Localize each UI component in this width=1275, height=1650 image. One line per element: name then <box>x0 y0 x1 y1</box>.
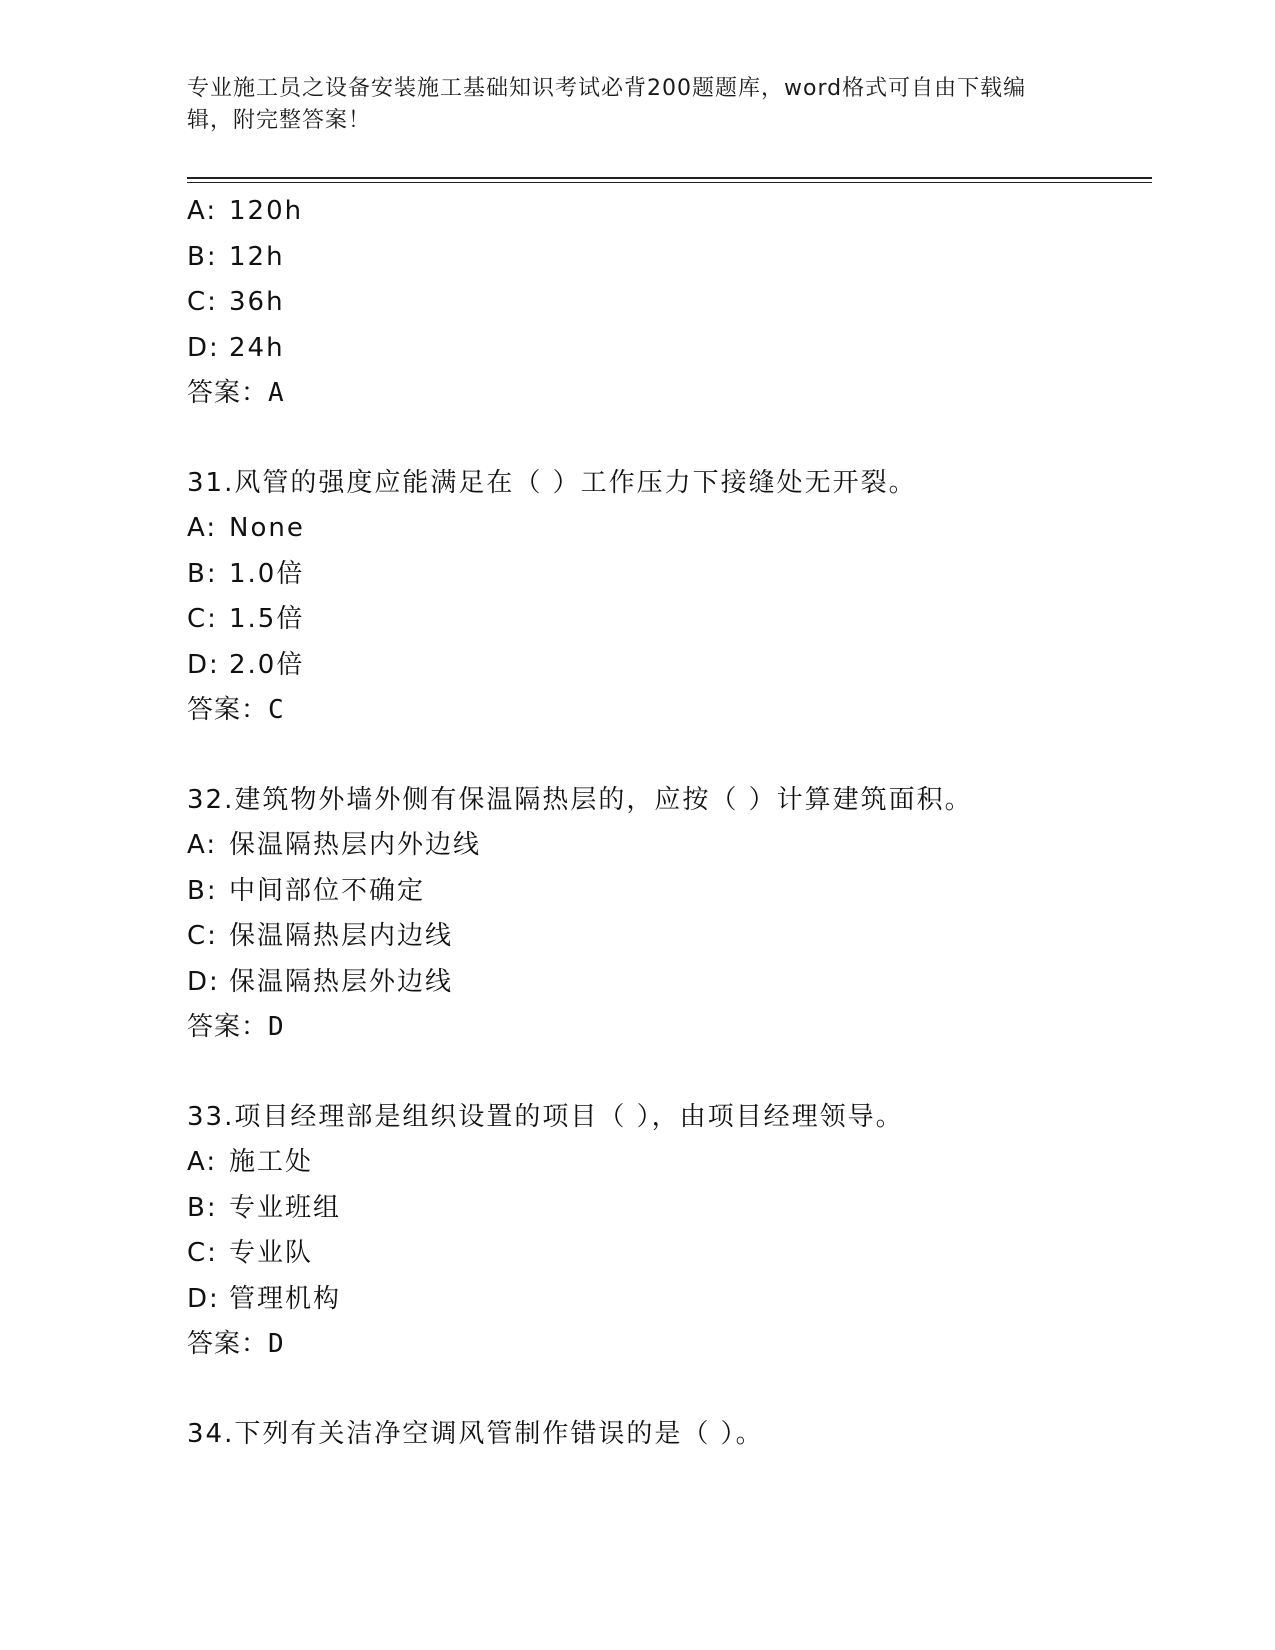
option-text: 1.5倍 <box>229 604 305 634</box>
spacer <box>187 417 1152 461</box>
option-a <box>187 823 1152 869</box>
option-d <box>187 1277 1152 1323</box>
question-block-33 <box>187 1095 1152 1368</box>
option-letter: A: <box>187 830 218 860</box>
option-letter: C: <box>187 287 218 317</box>
option-letter: B: <box>187 241 218 272</box>
option-c <box>187 597 1152 643</box>
option-letter: C: <box>187 921 218 951</box>
option-text: None <box>229 513 305 543</box>
option-letter: D: <box>187 966 220 997</box>
option-b <box>187 235 1152 281</box>
option-b <box>187 552 1152 598</box>
option-d <box>187 326 1152 372</box>
option-text: 36h <box>229 287 285 317</box>
question-block-34 <box>187 1412 1152 1458</box>
question-stem: 34.下列有关洁净空调风管制作错误的是（ ）。 <box>187 1418 764 1449</box>
option-c <box>187 1231 1152 1277</box>
option-text: 管理机构 <box>229 1283 342 1314</box>
page-header: 专业施工员之设备安装施工基础知识考试必背200题题库，word格式可自由下载编辑，附完整答案！ <box>187 76 1027 133</box>
answer-line: 答案：D <box>187 1012 285 1042</box>
option-text: 2.0倍 <box>229 649 305 680</box>
question-stem: 31.风管的强度应能满足在（ ）工作压力下接缝处无开裂。 <box>187 467 917 498</box>
option-text: 保温隔热层外边线 <box>229 966 454 997</box>
option-letter: C: <box>187 604 218 634</box>
answer-line: 答案：A <box>187 378 285 408</box>
option-a <box>187 189 1152 235</box>
option-letter: B: <box>187 1192 218 1223</box>
option-text: 专业班组 <box>229 1192 342 1223</box>
option-d <box>187 643 1152 689</box>
option-text: 施工处 <box>229 1147 314 1177</box>
header-rule-thick <box>187 177 1152 179</box>
option-text: 中间部位不确定 <box>229 875 426 906</box>
option-d <box>187 960 1152 1006</box>
question-stem: 32.建筑物外墙外侧有保温隔热层的，应按（ ）计算建筑面积。 <box>187 784 973 815</box>
option-letter: D: <box>187 649 220 680</box>
question-block-prev <box>187 189 1152 417</box>
document-body <box>187 189 1152 1457</box>
header-rule-thin <box>187 182 1152 183</box>
option-text: 120h <box>229 196 304 226</box>
option-a <box>187 506 1152 552</box>
spacer <box>187 734 1152 778</box>
option-letter: C: <box>187 1238 218 1268</box>
option-text: 24h <box>229 332 285 363</box>
option-a <box>187 1140 1152 1186</box>
question-block-31 <box>187 461 1152 734</box>
question-block-32 <box>187 778 1152 1051</box>
option-letter: B: <box>187 875 218 906</box>
option-letter: B: <box>187 558 218 589</box>
option-text: 保温隔热层内外边线 <box>229 830 482 860</box>
option-text: 保温隔热层内边线 <box>229 921 454 951</box>
answer-line: 答案：D <box>187 1329 285 1359</box>
option-text: 专业队 <box>229 1238 314 1268</box>
question-stem: 33.项目经理部是组织设置的项目（ ），由项目经理领导。 <box>187 1101 904 1132</box>
option-letter: A: <box>187 196 218 226</box>
spacer <box>187 1051 1152 1095</box>
option-letter: A: <box>187 1147 218 1177</box>
option-b <box>187 1186 1152 1232</box>
option-letter: A: <box>187 513 218 543</box>
option-text: 12h <box>229 241 285 272</box>
option-c <box>187 914 1152 960</box>
spacer <box>187 1368 1152 1412</box>
option-b <box>187 869 1152 915</box>
option-c <box>187 280 1152 326</box>
option-text: 1.0倍 <box>229 558 305 589</box>
answer-line: 答案：C <box>187 695 285 725</box>
option-letter: D: <box>187 1283 220 1314</box>
option-letter: D: <box>187 332 220 363</box>
